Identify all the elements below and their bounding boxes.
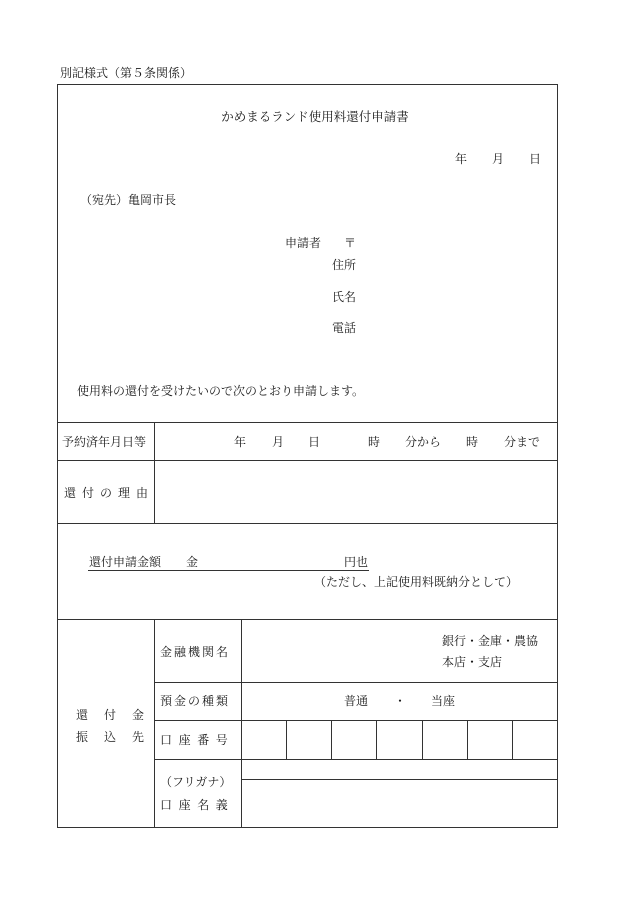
- divider: [376, 720, 377, 759]
- divider: [467, 720, 468, 759]
- bank-section-label-2: 振 込 先: [76, 730, 147, 744]
- divider: [286, 720, 287, 759]
- institution-types: 銀行・金庫・農協: [442, 634, 539, 648]
- form-title: かめまるランド使用料還付申請書: [221, 109, 409, 124]
- amount-note: （ただし、上記使用料既納分として）: [314, 575, 519, 589]
- divider: [57, 523, 558, 524]
- divider: [57, 619, 558, 620]
- reservation-minute-from: 分から: [405, 435, 442, 449]
- addressee: （宛先）亀岡市長: [80, 193, 177, 207]
- divider: [154, 682, 558, 683]
- reservation-month: 月: [272, 435, 285, 449]
- divider: [154, 720, 558, 721]
- account-type-current: 当座: [431, 694, 456, 708]
- reservation-minute-to: 分まで: [504, 435, 541, 449]
- divider: [154, 759, 558, 760]
- reservation-year: 年: [234, 435, 247, 449]
- branch-types: 本店・支店: [442, 655, 503, 669]
- amount-kin: 金: [186, 555, 199, 569]
- divider: [241, 779, 558, 780]
- divider: [57, 422, 558, 423]
- name-label: 氏名: [332, 290, 357, 304]
- account-type-ordinary: 普通: [344, 694, 369, 708]
- holder-label: 口座名義: [160, 798, 235, 812]
- divider: [331, 720, 332, 759]
- amount-label: 還付申請金額: [89, 555, 162, 569]
- divider: [57, 460, 558, 461]
- reason-label: 還付の理由: [64, 486, 155, 500]
- reservation-hour-to: 時: [466, 435, 479, 449]
- date-day-label: 日: [529, 152, 542, 166]
- phone-label: 電話: [332, 321, 357, 335]
- date-year-label: 年: [455, 152, 468, 166]
- application-statement: 使用料の還付を受けたいので次のとおり申請します。: [77, 384, 365, 398]
- address-label: 住所: [332, 258, 357, 272]
- account-type-label: 預金の種類: [160, 694, 231, 708]
- divider: [422, 720, 423, 759]
- divider: [512, 720, 513, 759]
- divider: [154, 619, 155, 828]
- reservation-label: 予約済年月日等: [62, 435, 147, 449]
- bank-section-label-1: 還 付 金: [76, 708, 147, 722]
- account-number-label: 口座番号: [160, 733, 235, 747]
- reservation-day: 日: [308, 435, 321, 449]
- reservation-hour-from: 時: [368, 435, 381, 449]
- date-month-label: 月: [492, 152, 505, 166]
- amount-yen: 円也: [344, 555, 369, 569]
- amount-underline: [88, 570, 369, 571]
- furigana-label: （フリガナ）: [160, 775, 232, 789]
- applicant-label: 申請者: [285, 236, 322, 250]
- postal-mark: 〒: [344, 236, 357, 250]
- form-number: 別記様式（第５条関係）: [60, 66, 193, 80]
- divider: [154, 422, 155, 523]
- institution-label: 金融機関名: [160, 645, 231, 659]
- account-type-separator: ・: [394, 694, 407, 708]
- divider: [241, 619, 242, 828]
